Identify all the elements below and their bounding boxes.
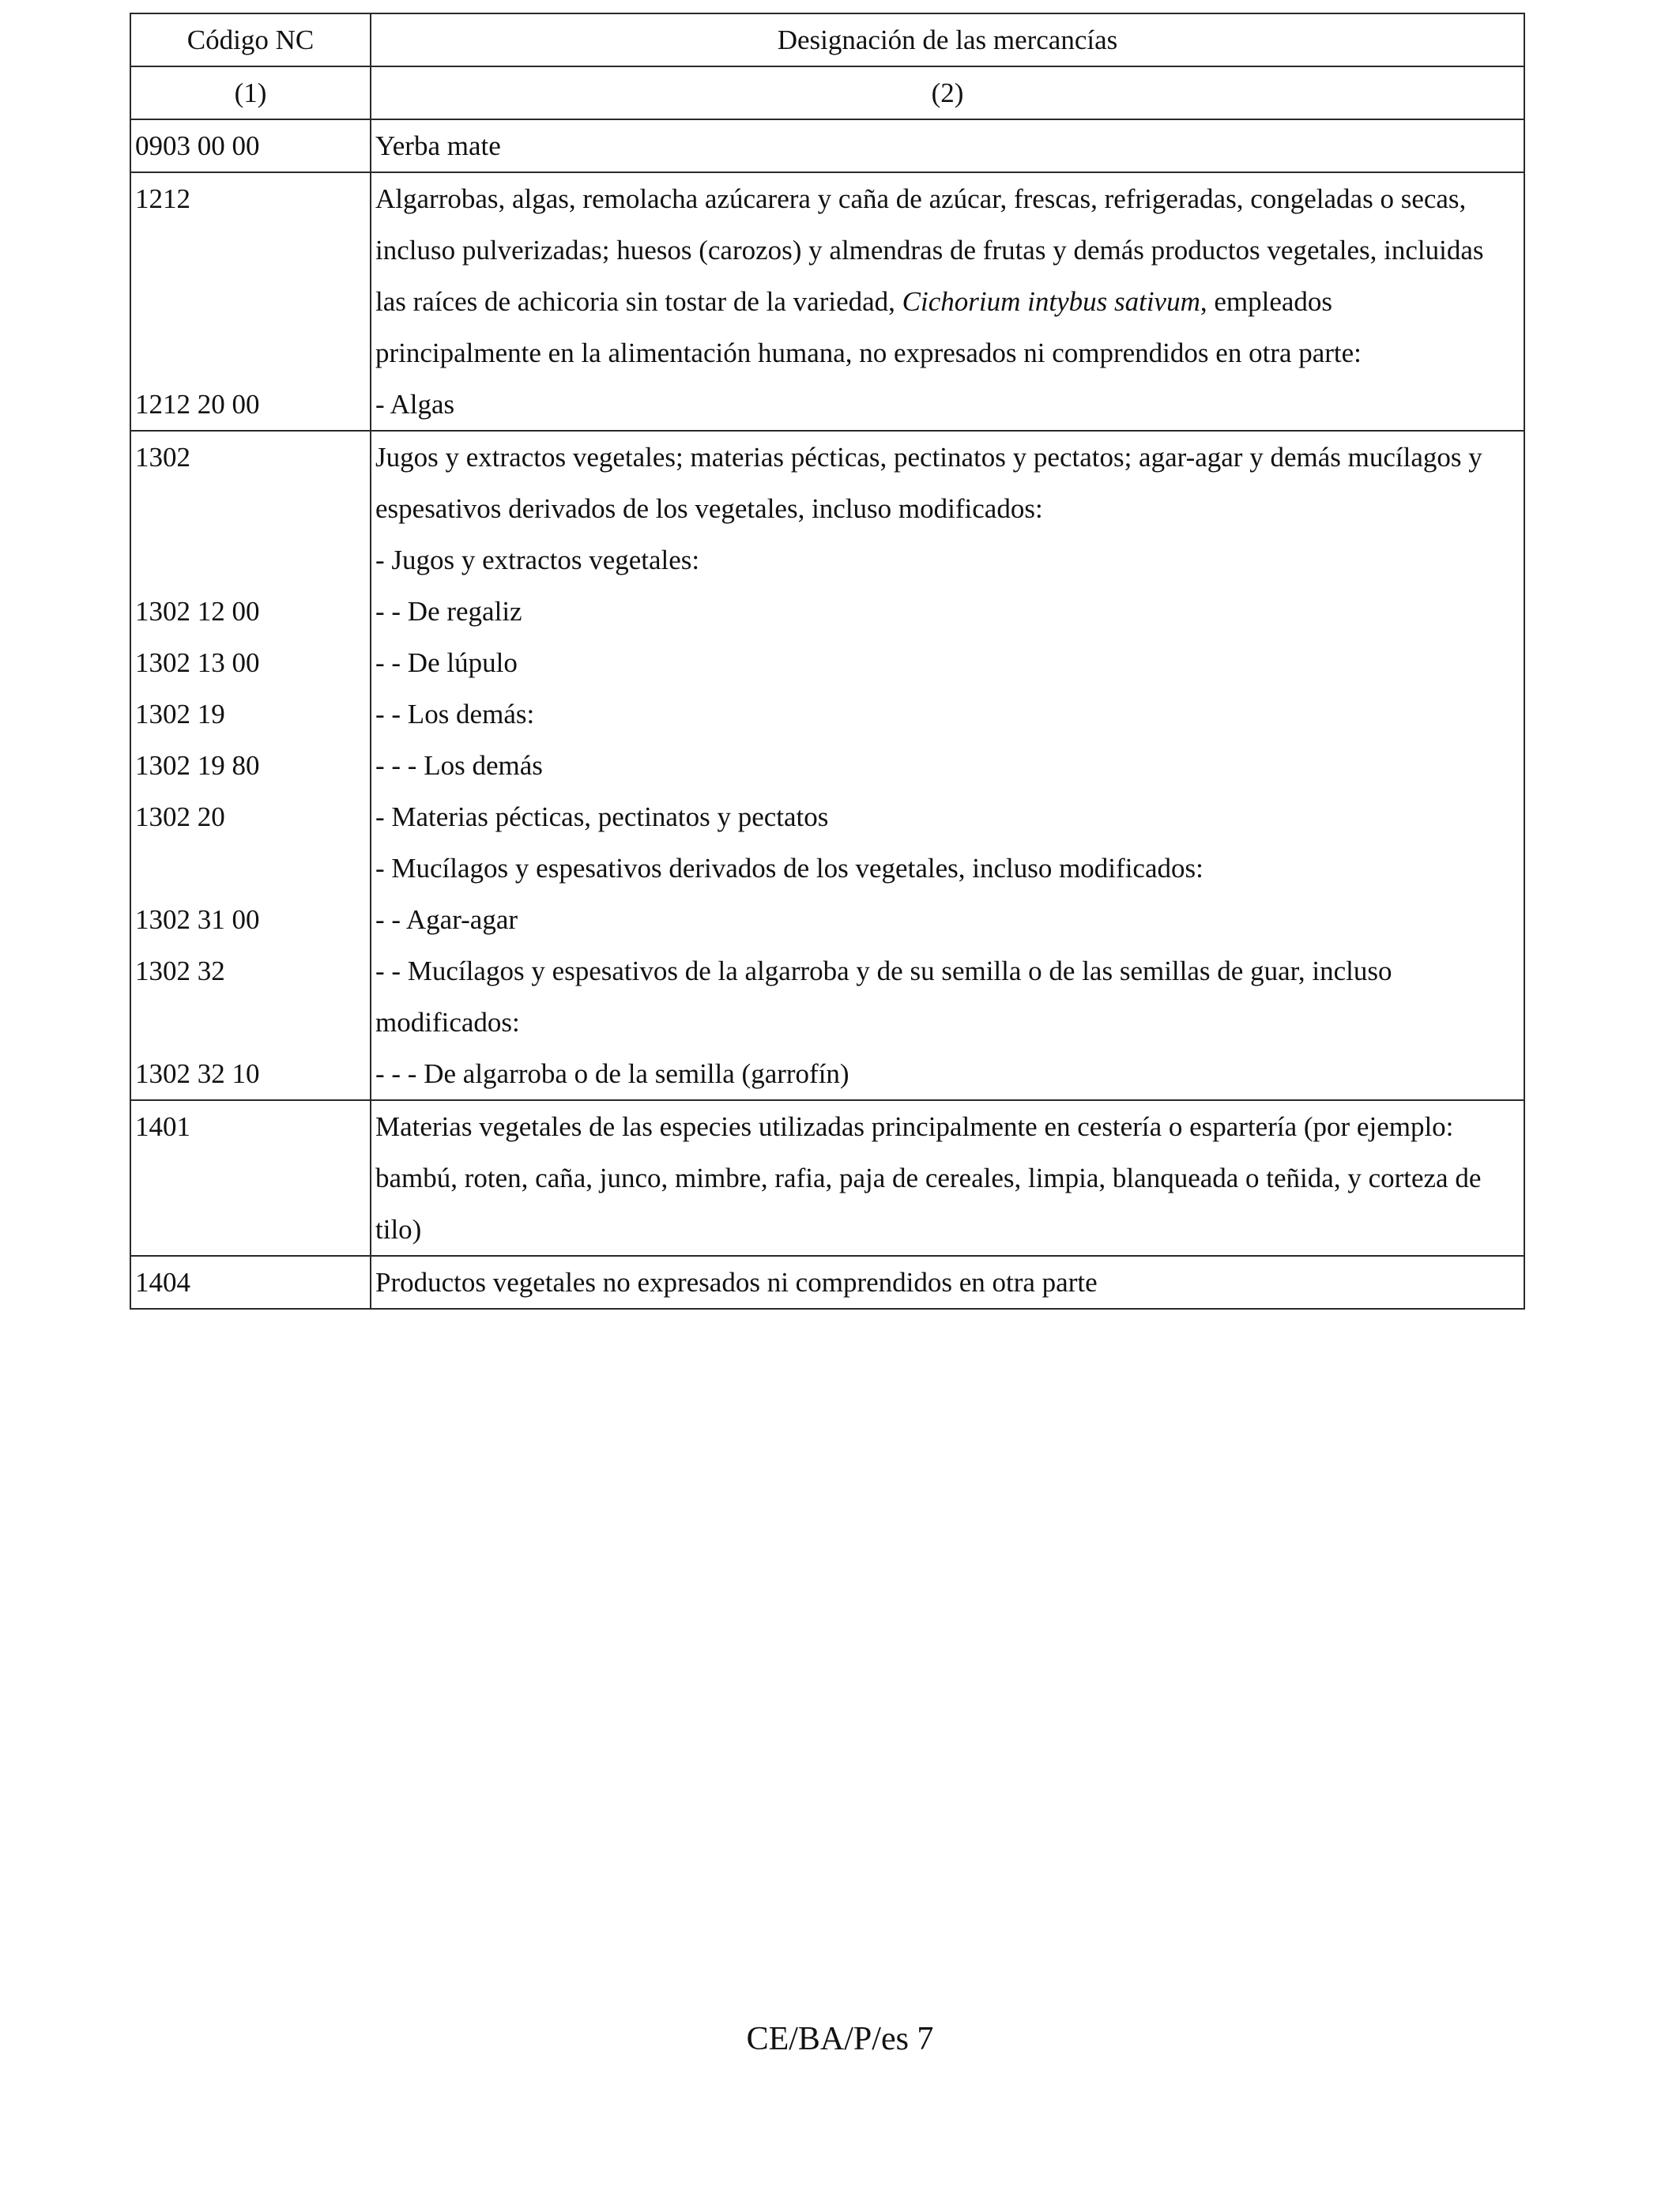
designation-cell (371, 172, 1524, 431)
designation-text-part: - - - Los demás (375, 750, 543, 781)
designation-cell (371, 1100, 1524, 1256)
designation-text-part: - - Los demás: (375, 699, 535, 729)
designation-text (375, 120, 1500, 172)
header-designation: Designación de las mercancías (371, 13, 1524, 66)
cn-code: 1302 19 (135, 699, 225, 729)
designation-text-part: Jugos y extractos vegetales; materias pécticas, pectinatos y pectatos; agar-agar y demás mucílagos y espesativos derivados de los vegetales, incluso modificados: (375, 442, 1482, 524)
designation-text (375, 791, 1500, 843)
designation-text (375, 379, 1500, 430)
designation-text-part: - Mucílagos y espesativos derivados de los vegetales, incluso modificados: (375, 853, 1203, 884)
cn-code: 1401 (135, 1111, 190, 1142)
table-row (130, 119, 1524, 172)
designation-text-part: - Jugos y extractos vegetales: (375, 545, 700, 575)
cn-code-cell (130, 1256, 371, 1309)
header-cn-code: Código NC (130, 13, 371, 66)
designation-text (375, 1048, 1500, 1099)
designation-text-part: Yerba mate (375, 130, 501, 161)
designation-text (375, 637, 1500, 688)
cn-code: 1302 13 00 (135, 647, 260, 678)
designation-text-part: - Materias pécticas, pectinatos y pectatos (375, 801, 829, 832)
designation-text (375, 945, 1500, 1048)
designation-cell (371, 1256, 1524, 1309)
designation-text (375, 740, 1500, 791)
designation-text (375, 894, 1500, 945)
designation-text (375, 1101, 1500, 1255)
designation-text (375, 1257, 1500, 1308)
designation-cell (371, 431, 1524, 1100)
designation-text (375, 586, 1500, 637)
cn-code-cell (130, 119, 371, 172)
designation-text-part: - - De regaliz (375, 596, 522, 627)
designation-text (375, 432, 1500, 534)
cn-code: 1302 (135, 442, 190, 473)
cn-code-cell (130, 1100, 371, 1256)
header-col2-number: (2) (371, 66, 1524, 119)
table-header (130, 13, 1524, 119)
cn-code: 1302 19 80 (135, 750, 260, 781)
cn-code: 1302 32 (135, 956, 225, 986)
designation-text (375, 173, 1500, 379)
designation-text (375, 843, 1500, 894)
designation-cell (371, 119, 1524, 172)
table-row (130, 172, 1524, 431)
designation-text-part: - - Mucílagos y espesativos de la algarroba y de su semilla o de las semillas de guar, incluso modificados: (375, 956, 1392, 1038)
cn-code-cell (130, 172, 371, 431)
designation-text (375, 534, 1500, 586)
cn-code (135, 843, 366, 894)
cn-code (135, 534, 366, 586)
table-row (130, 1256, 1524, 1309)
cn-code: 1302 20 (135, 801, 225, 832)
designation-text-part: Productos vegetales no expresados ni comprendidos en otra parte (375, 1267, 1098, 1298)
cn-code-cell (130, 431, 371, 1100)
cn-code: 1302 31 00 (135, 904, 260, 935)
cn-code: 1302 12 00 (135, 596, 260, 627)
cn-code-table (130, 13, 1525, 1310)
cn-code: 1212 (135, 183, 190, 214)
cn-code: 1212 20 00 (135, 389, 260, 420)
designation-text (375, 688, 1500, 740)
designation-text-part: Materias vegetales de las especies utilizadas principalmente en cestería o espartería (por ejemplo: bambú, roten, caña, junco, mimbre, rafia, paja de cereales, limpia, blanqueada o teñida, y corteza de tilo) (375, 1111, 1482, 1245)
page-number: CE/BA/P/es 7 (746, 2021, 934, 2057)
designation-text-part: - - Agar-agar (375, 904, 518, 935)
header-number-row (130, 66, 1524, 119)
designation-text-part: , empleados principalmente en la alimentación humana, no expresados ni comprendidos en otra parte: (375, 286, 1362, 368)
header-label-row (130, 13, 1524, 66)
cn-code: 1302 32 10 (135, 1058, 260, 1089)
designation-text-part: - - - De algarroba o de la semilla (garrofín) (375, 1058, 849, 1089)
designation-italic-term: Cichorium intybus sativum (902, 286, 1200, 317)
cn-code: 1404 (135, 1267, 190, 1298)
table-row (130, 1100, 1524, 1256)
table-body (130, 119, 1524, 1309)
designation-text-part: Algarrobas, algas, remolacha azúcarera y caña de azúcar, frescas, refrigeradas, congeladas o secas, incluso pulverizadas; huesos (carozos) y almendras de frutas y demás productos vegetales, incluidas las raíces de achicoria sin tostar de la variedad, (375, 183, 1484, 317)
header-col1-number: (1) (130, 66, 371, 119)
table-row (130, 431, 1524, 1100)
designation-text-part: - Algas (375, 389, 455, 420)
designation-text-part: - - De lúpulo (375, 647, 518, 678)
cn-code: 0903 00 00 (135, 130, 260, 161)
